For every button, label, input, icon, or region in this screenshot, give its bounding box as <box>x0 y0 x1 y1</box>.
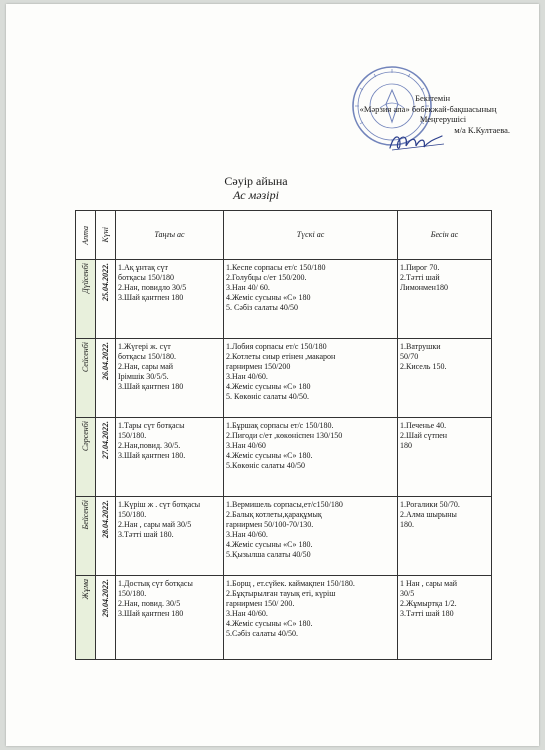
date-cell: 26.04.2022. <box>96 339 116 418</box>
menu-document-page <box>6 4 539 746</box>
lunch-item: 5.Сәбіз салаты 40/50. <box>226 629 299 638</box>
approval-line-4: м/а К.Култаева. <box>454 124 510 135</box>
breakfast-item: 150/180. <box>118 510 147 519</box>
lunch-item: 4.Жеміс сусыны «С» 180. <box>226 451 313 460</box>
date-cell: 25.04.2022. <box>96 260 116 339</box>
snack-item: 1 Нан , сары май <box>400 579 458 588</box>
breakfast-item: ботқасы 150/180 <box>118 273 175 282</box>
breakfast-cell <box>116 339 224 418</box>
lunch-item: гарнирмен 150/ 200. <box>226 599 295 608</box>
breakfast-item: 2.Нан, сары май <box>118 362 174 371</box>
lunch-item: гарнирмен 50/100-70/130. <box>226 520 314 529</box>
table-row <box>76 339 492 418</box>
snack-item: 2.Алма шырыны <box>400 510 457 519</box>
breakfast-item: 2.Нан, повид. 30/5 <box>118 599 181 608</box>
lunch-item: 5.Қызылша салаты 40/50 <box>226 550 311 559</box>
lunch-item: 2.Пигоди с/ет ,көкөніспен 130/150 <box>226 431 343 440</box>
table-row <box>76 418 492 497</box>
table-row <box>76 576 492 660</box>
header-snack: Бесін ас <box>398 211 492 260</box>
lunch-item: 2.Балық котлеты,қарақұмық <box>226 510 322 519</box>
breakfast-item: 3.Шай қантпен 180 <box>118 293 184 302</box>
handwritten-signature <box>386 130 448 154</box>
header-breakfast: Таңғы ас <box>116 211 224 260</box>
breakfast-cell <box>116 418 224 497</box>
snack-item: 2.Шай сүтпен <box>400 431 448 440</box>
lunch-item: 4.Жеміс сусыны «С» 180. <box>226 540 313 549</box>
breakfast-item: 1.Күріш ж . сүт ботқасы <box>118 500 201 509</box>
lunch-item: 2.Котлеты сиыр етінен ,макарон <box>226 352 336 361</box>
breakfast-cell <box>116 497 224 576</box>
approval-line-3: Меңгерушісі <box>419 114 467 124</box>
breakfast-item: 150/180. <box>118 589 147 598</box>
lunch-item: 5. Көкөніс салаты 40/50. <box>226 392 309 401</box>
snack-item: 1.Печенье 40. <box>400 421 447 430</box>
lunch-item: 2.Бұқтырылған тауық еті, күріш <box>226 589 336 598</box>
header-day: Күні <box>96 211 116 260</box>
breakfast-item: 1.Жүгері ж. сүт <box>118 342 171 351</box>
lunch-item: 1.Кеспе сорпасы ет/с 150/180 <box>226 263 326 272</box>
snack-item: 1.Пирог 70. <box>400 263 440 272</box>
lunch-item: 1.Лобия сорпасы ет/с 150/180 <box>226 342 327 351</box>
breakfast-item: 1.Ақ ұнтақ сүт <box>118 263 169 272</box>
breakfast-item: 3.Шай қантпен 180. <box>118 451 186 460</box>
lunch-item: 1.Вермишель сорпасы,ет/с150/180 <box>226 500 343 509</box>
lunch-item: 4.Жеміс сусыны «С» 180. <box>226 619 313 628</box>
lunch-cell <box>224 576 398 660</box>
breakfast-item: 3.Шай қантпен 180 <box>118 609 184 618</box>
lunch-item: 3.Нан 40/60. <box>226 609 268 618</box>
snack-item: 2.Тәтті шай <box>400 273 440 282</box>
snack-item: 2.Жұмыртқа 1/2. <box>400 599 457 608</box>
lunch-item: 5.Көкөніс салаты 40/50 <box>226 461 305 470</box>
header-week: Апта <box>76 211 96 260</box>
lunch-item: 1.Бұршақ сорпасы ет/с 150/180. <box>226 421 334 430</box>
lunch-item: 3.Нан 40/60. <box>226 530 268 539</box>
lunch-item: 3.Нан 40/ 60. <box>226 283 270 292</box>
lunch-item: 4.Жеміс сусыны «С» 180 <box>226 382 311 391</box>
day-name-cell: Сәрсенбі <box>76 418 96 497</box>
snack-cell <box>398 418 492 497</box>
table-row <box>76 260 492 339</box>
snack-cell <box>398 497 492 576</box>
breakfast-item: 150/180. <box>118 431 147 440</box>
title-menu: Ас мәзірі <box>233 188 279 202</box>
lunch-item: 5. Сәбіз салаты 40/50 <box>226 303 299 312</box>
lunch-cell <box>224 260 398 339</box>
lunch-item: 4.Жеміс сусыны «С» 180 <box>226 293 311 302</box>
breakfast-item: 1.Тары сүт ботқасы <box>118 421 185 430</box>
snack-item: 180 <box>400 441 412 450</box>
table-header-row <box>76 211 492 260</box>
snack-item: 2.Кисель 150. <box>400 362 447 371</box>
snack-item: 1.Рогалики 50/70. <box>400 500 460 509</box>
date-cell: 27.04.2022. <box>96 418 116 497</box>
lunch-item: 3.Нан 40/60 <box>226 441 266 450</box>
breakfast-item: 2.Нан , сары май 30/5 <box>118 520 192 529</box>
approval-line-2: «Мәрзия апа» бөбекжай-бақшасының <box>359 103 497 114</box>
breakfast-cell <box>116 576 224 660</box>
lunch-cell <box>224 339 398 418</box>
lunch-cell <box>224 497 398 576</box>
header-lunch: Түскі ас <box>224 211 398 260</box>
snack-item: 3.Тәтті шай 180 <box>400 609 454 618</box>
snack-item: 1.Ватрушки <box>400 342 441 351</box>
snack-cell <box>398 576 492 660</box>
snack-item: 50/70 <box>400 352 419 361</box>
breakfast-item: 3.Шай қантпен 180 <box>118 382 184 391</box>
approval-block <box>328 93 528 135</box>
approval-line-1: Бекітемін <box>415 93 450 103</box>
title-month: Сәуір айына <box>224 174 288 188</box>
lunch-cell <box>224 418 398 497</box>
breakfast-item: 2.Нан,повид. 30/5. <box>118 441 181 450</box>
snack-item: 180. <box>400 520 414 529</box>
day-name-cell: Жұма <box>76 576 96 660</box>
table-row <box>76 497 492 576</box>
breakfast-item: 1.Достық сүт ботқасы <box>118 579 193 588</box>
snack-cell <box>398 339 492 418</box>
snack-cell <box>398 260 492 339</box>
breakfast-cell <box>116 260 224 339</box>
breakfast-item: 3.Тәтті шай 180. <box>118 530 174 539</box>
weekly-menu-table <box>75 210 492 660</box>
breakfast-item: Ірімшік 30/5/5. <box>118 372 169 381</box>
day-name-cell: Бейсенбі <box>76 497 96 576</box>
document-title <box>156 174 356 202</box>
lunch-item: гарнирмен 150/200 <box>226 362 291 371</box>
breakfast-item: ботқасы 150/180. <box>118 352 177 361</box>
date-cell: 28.04.2022. <box>96 497 116 576</box>
date-cell: 29.04.2022. <box>96 576 116 660</box>
snack-item: 30/5 <box>400 589 415 598</box>
snack-item: Лимонмен180 <box>400 283 448 292</box>
lunch-item: 2.Голубцы с/ет 150/200. <box>226 273 307 282</box>
day-name-cell: Дүйсенбі <box>76 260 96 339</box>
lunch-item: 3.Нан 40/60. <box>226 372 268 381</box>
lunch-item: 1.Борщ , ет.сүйек. каймақпен 150/180. <box>226 579 355 588</box>
breakfast-item: 2.Нан, повидло 30/5 <box>118 283 187 292</box>
day-name-cell: Сейсенбі <box>76 339 96 418</box>
